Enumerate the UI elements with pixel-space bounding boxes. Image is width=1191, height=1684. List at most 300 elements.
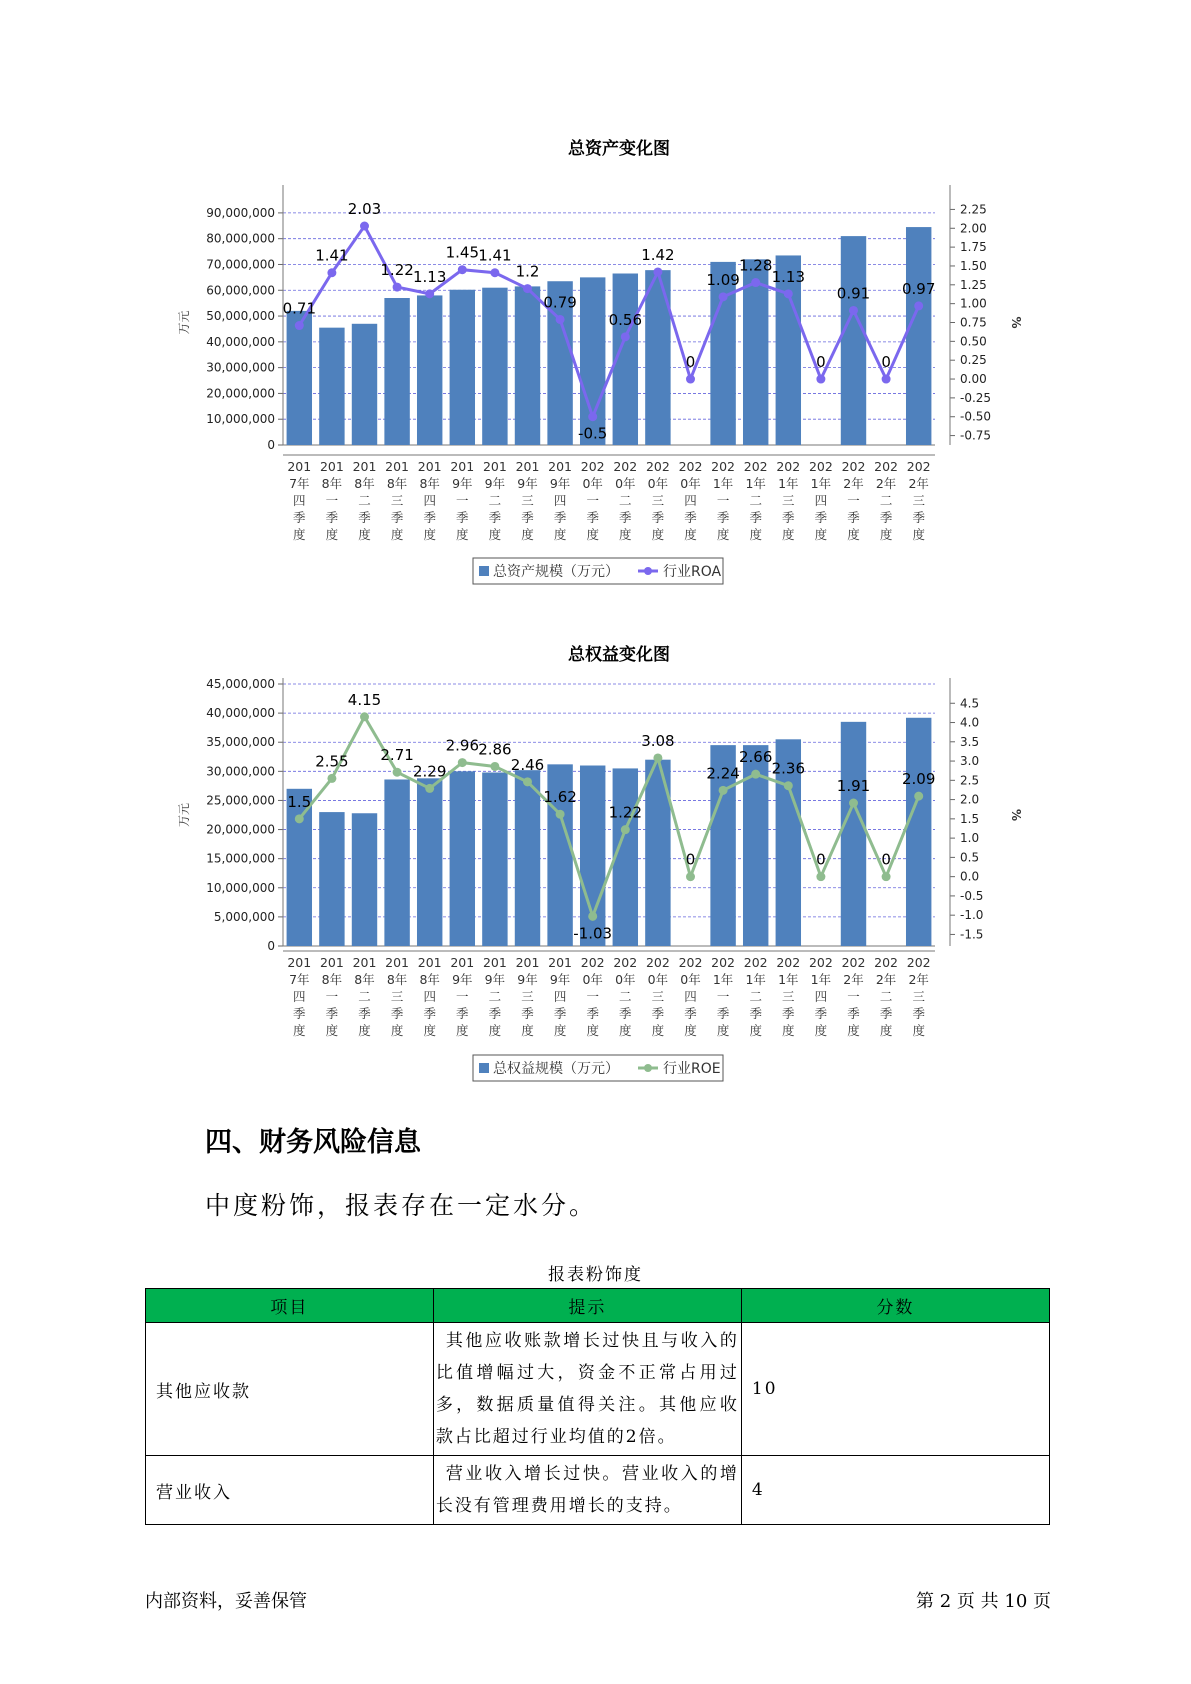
right-tick-label: 1.50	[960, 258, 987, 273]
category-label: 202	[841, 459, 866, 474]
category-label: 202	[874, 459, 899, 474]
category-label: 1年	[745, 476, 766, 491]
right-tick-label: 4.5	[960, 696, 980, 711]
category-label: 9年	[484, 972, 506, 987]
left-tick-label: 50,000,000	[206, 309, 275, 324]
bar	[352, 813, 377, 946]
category-label: 0年	[615, 972, 636, 987]
right-tick-label: 2.0	[960, 792, 980, 807]
line-point	[719, 292, 728, 301]
category-label: 201	[287, 459, 312, 474]
left-tick-label: 80,000,000	[206, 231, 275, 246]
right-tick-label: 0.25	[960, 353, 987, 368]
line-point	[816, 375, 825, 384]
right-tick-label: 0.50	[960, 334, 987, 349]
y2-axis-label: %	[1009, 808, 1023, 822]
legend-bar-swatch	[479, 1063, 489, 1073]
category-label: 202	[776, 955, 801, 970]
category-label: 三	[782, 989, 795, 1004]
right-tick-label: -0.25	[960, 390, 992, 405]
category-label: 0年	[680, 972, 701, 987]
table-row	[146, 1323, 1050, 1456]
data-label: 0.79	[543, 293, 577, 312]
category-label: 0年	[615, 476, 636, 491]
category-label: 度	[716, 527, 730, 542]
category-label: 9年	[452, 476, 473, 491]
category-label: 四	[293, 989, 306, 1004]
category-label: 202	[711, 459, 736, 474]
category-label: 二	[488, 493, 502, 508]
category-label: 度	[814, 1023, 828, 1038]
category-label: 季	[358, 1006, 371, 1021]
right-tick-label: -0.5	[960, 888, 984, 903]
line-point	[425, 784, 434, 793]
category-label: 季	[553, 510, 567, 525]
category-label: 季	[488, 510, 502, 525]
category-label: 度	[358, 1023, 371, 1038]
category-label: 202	[874, 955, 899, 970]
legend-line-label: 行业ROA	[663, 564, 722, 580]
row-score: 10	[741, 1323, 1049, 1456]
category-label: 0年	[582, 972, 603, 987]
legend-line-label: 行业ROE	[663, 1061, 721, 1077]
category-label: 度	[749, 1023, 762, 1038]
bar	[515, 286, 540, 445]
data-label: 0.97	[901, 279, 936, 298]
category-label: 度	[814, 527, 828, 542]
category-label: 201	[417, 955, 442, 970]
category-label: 9年	[484, 476, 506, 491]
data-label: 0	[685, 850, 696, 869]
line-point	[588, 412, 597, 421]
data-label: 1.09	[706, 270, 740, 289]
line-point	[882, 375, 891, 384]
line-point	[458, 265, 467, 274]
line-point	[686, 375, 695, 384]
category-label: 季	[684, 1006, 697, 1021]
legend-line-marker	[644, 567, 652, 575]
category-label: 8年	[419, 972, 440, 987]
total-assets-chart-svg	[0, 130, 1191, 600]
footer-confidential: 内部资料，妥善保管	[145, 1591, 307, 1612]
left-tick-label: 90,000,000	[206, 205, 275, 220]
data-label: 0.71	[282, 299, 317, 318]
data-label: 2.46	[510, 755, 545, 774]
category-label: 季	[814, 510, 828, 525]
category-label: 2年	[875, 972, 897, 987]
category-label: 度	[423, 1023, 436, 1038]
line-point	[914, 301, 923, 310]
header-score: 分数	[741, 1289, 1049, 1323]
line-point	[393, 283, 402, 292]
category-label: 度	[488, 527, 502, 542]
left-tick-label: 20,000,000	[206, 822, 275, 837]
category-label: 二	[488, 989, 502, 1004]
line-point	[621, 332, 630, 341]
left-tick-label: 40,000,000	[206, 334, 275, 349]
category-label: 一	[456, 989, 469, 1004]
data-label: 0.56	[608, 310, 643, 329]
category-label: 2年	[908, 972, 929, 987]
category-label: 202	[808, 955, 833, 970]
line-point	[882, 872, 891, 881]
legend-bar-label: 总权益规模（万元）	[493, 1061, 619, 1077]
right-tick-label: 0.5	[960, 850, 980, 865]
category-label: 202	[808, 459, 833, 474]
table-header-row	[146, 1289, 1050, 1323]
category-label: 二	[879, 989, 893, 1004]
category-label: 季	[586, 1006, 599, 1021]
category-label: 202	[711, 955, 736, 970]
category-label: 7年	[289, 476, 310, 491]
line-point	[914, 792, 923, 801]
left-tick-label: 40,000,000	[206, 706, 275, 721]
category-label: 三	[390, 493, 404, 508]
category-label: 季	[749, 1006, 762, 1021]
category-label: 季	[521, 510, 534, 525]
data-label: 0.91	[836, 284, 871, 303]
data-label: -0.5	[578, 424, 608, 443]
category-label: 度	[390, 527, 404, 542]
section-summary: 中度粉饰，报表存在一定水分。	[205, 1191, 598, 1220]
line-point	[784, 289, 793, 298]
category-label: 二	[749, 989, 762, 1004]
category-label: 201	[417, 459, 442, 474]
category-label: 202	[906, 459, 931, 474]
category-label: 四	[814, 493, 828, 508]
right-tick-label: 0.00	[960, 372, 987, 387]
category-label: 度	[684, 527, 697, 542]
category-label: 一	[716, 493, 730, 508]
line-point	[686, 872, 695, 881]
category-label: 四	[423, 493, 436, 508]
category-label: 度	[619, 527, 632, 542]
line-point	[327, 268, 336, 277]
category-label: 度	[716, 1023, 730, 1038]
line-point	[849, 799, 858, 808]
category-label: 7年	[289, 972, 310, 987]
data-label: 2.09	[901, 770, 936, 789]
category-label: 202	[613, 459, 638, 474]
right-tick-label: 2.5	[960, 773, 980, 788]
right-tick-label: -0.50	[960, 409, 992, 424]
category-label: 度	[456, 527, 469, 542]
left-tick-label: 20,000,000	[206, 386, 275, 401]
category-label: 季	[456, 1006, 469, 1021]
category-label: 201	[385, 459, 410, 474]
right-tick-label: 1.0	[960, 831, 980, 846]
category-label: 201	[352, 459, 377, 474]
line-point	[751, 278, 760, 287]
data-label: 3.08	[641, 731, 675, 750]
data-label: 0	[881, 353, 891, 372]
category-label: 8年	[354, 972, 375, 987]
line-point	[556, 315, 565, 324]
category-label: 二	[358, 493, 371, 508]
right-tick-label: 1.00	[960, 296, 987, 311]
category-label: 202	[613, 955, 638, 970]
right-tick-label: 3.0	[960, 754, 980, 769]
category-label: 度	[553, 527, 567, 542]
line-point	[621, 825, 630, 834]
risk-table	[145, 1288, 1050, 1525]
category-label: 季	[456, 510, 469, 525]
category-label: 2年	[843, 476, 864, 491]
category-label: 四	[684, 493, 697, 508]
line-point	[295, 814, 304, 823]
line-point	[784, 781, 793, 790]
line-point	[653, 267, 662, 276]
bar	[352, 324, 377, 445]
category-label: 201	[515, 955, 540, 970]
category-label: 202	[645, 459, 670, 474]
category-label: 季	[879, 510, 893, 525]
line-point	[295, 321, 304, 330]
data-label: 1.41	[315, 246, 349, 265]
right-tick-label: 0.75	[960, 315, 987, 330]
category-label: 三	[912, 493, 925, 508]
bar	[906, 227, 931, 445]
data-label: -1.03	[573, 924, 613, 943]
line-point	[360, 222, 369, 231]
category-label: 8年	[419, 476, 440, 491]
bar	[287, 311, 312, 445]
category-label: 季	[423, 1006, 436, 1021]
category-label: 一	[456, 493, 469, 508]
category-label: 度	[521, 1023, 534, 1038]
left-tick-label: 70,000,000	[206, 257, 275, 272]
category-label: 202	[776, 459, 801, 474]
right-tick-label: -0.75	[960, 428, 992, 443]
category-label: 度	[749, 527, 762, 542]
line-point	[816, 872, 825, 881]
category-label: 三	[912, 989, 925, 1004]
bar	[417, 295, 442, 445]
category-label: 度	[912, 1023, 925, 1038]
data-label: 1.45	[445, 243, 480, 262]
left-tick-label: 60,000,000	[206, 283, 275, 298]
left-tick-label: 15,000,000	[206, 851, 275, 866]
category-label: 度	[488, 1023, 502, 1038]
category-label: 一	[847, 493, 860, 508]
left-tick-label: 10,000,000	[206, 880, 275, 895]
category-label: 四	[553, 493, 567, 508]
category-label: 2年	[908, 476, 929, 491]
right-tick-label: -1.5	[960, 927, 984, 942]
category-label: 季	[716, 510, 730, 525]
data-label: 2.86	[478, 740, 512, 759]
data-label: 1.13	[412, 267, 447, 286]
data-label: 2.71	[380, 746, 414, 765]
data-label: 1.13	[771, 267, 806, 286]
data-label: 2.55	[315, 752, 349, 771]
category-label: 季	[847, 1006, 860, 1021]
line-point	[327, 774, 336, 783]
data-label: 1.2	[515, 262, 540, 281]
category-label: 季	[293, 510, 306, 525]
category-label: 1年	[778, 972, 799, 987]
bar	[906, 718, 931, 946]
category-label: 季	[586, 510, 599, 525]
category-label: 季	[782, 510, 795, 525]
line-point	[751, 770, 760, 779]
category-label: 季	[814, 1006, 828, 1021]
left-tick-label: 0	[267, 939, 275, 953]
category-label: 202	[743, 459, 768, 474]
category-label: 季	[390, 1006, 404, 1021]
left-tick-label: 5,000,000	[213, 909, 275, 924]
category-label: 度	[782, 1023, 795, 1038]
category-label: 度	[423, 527, 436, 542]
category-label: 度	[325, 1023, 339, 1038]
category-label: 202	[678, 955, 703, 970]
category-label: 201	[450, 955, 475, 970]
category-label: 度	[553, 1023, 567, 1038]
legend-bar-swatch	[479, 566, 489, 576]
line-point	[523, 777, 532, 786]
category-label: 0年	[647, 972, 669, 987]
y-axis-label: 万元	[177, 310, 191, 335]
category-label: 8年	[321, 972, 343, 987]
data-label: 1.28	[738, 256, 773, 275]
line-point	[425, 289, 434, 298]
category-label: 201	[482, 459, 507, 474]
category-label: 度	[293, 1023, 306, 1038]
category-label: 季	[553, 1006, 567, 1021]
category-label: 季	[325, 1006, 339, 1021]
category-label: 二	[749, 493, 762, 508]
category-label: 一	[325, 493, 339, 508]
left-tick-label: 45,000,000	[206, 677, 275, 691]
right-tick-label: 4.0	[960, 715, 980, 730]
total-equity-chart	[0, 630, 1191, 1100]
right-tick-label: 1.75	[960, 240, 987, 255]
category-label: 9年	[549, 972, 571, 987]
category-label: 二	[879, 493, 893, 508]
category-label: 8年	[386, 972, 408, 987]
data-label: 2.03	[347, 200, 382, 219]
row-hint: 营业收入增长过快。营业收入的增长没有管理费用增长的支持。	[433, 1456, 741, 1525]
category-label: 201	[548, 955, 573, 970]
category-label: 度	[586, 527, 599, 542]
category-label: 201	[287, 955, 312, 970]
category-label: 度	[521, 527, 534, 542]
category-label: 四	[814, 989, 828, 1004]
line-point	[849, 306, 858, 315]
total-assets-chart	[0, 130, 1191, 600]
category-label: 一	[325, 989, 339, 1004]
category-label: 9年	[517, 972, 538, 987]
category-label: 2年	[875, 476, 897, 491]
category-label: 三	[651, 989, 665, 1004]
line-point	[719, 786, 728, 795]
category-label: 一	[586, 493, 599, 508]
right-tick-label: 1.5	[960, 811, 980, 826]
line-point	[556, 810, 565, 819]
left-tick-label: 35,000,000	[206, 735, 275, 750]
category-label: 季	[847, 510, 860, 525]
bar	[482, 772, 507, 946]
category-label: 季	[912, 1006, 925, 1021]
line-point	[360, 712, 369, 721]
data-label: 2.24	[706, 764, 740, 783]
row-score: 4	[741, 1456, 1049, 1525]
table-caption: 报表粉饰度	[548, 1265, 643, 1285]
category-label: 度	[879, 1023, 893, 1038]
bar	[450, 771, 475, 946]
data-label: 2.66	[738, 748, 773, 767]
category-label: 1年	[712, 476, 734, 491]
right-tick-label: 3.5	[960, 734, 980, 749]
category-label: 9年	[549, 476, 571, 491]
category-label: 202	[580, 459, 605, 474]
data-label: 0	[816, 850, 826, 869]
category-label: 度	[879, 527, 893, 542]
right-tick-label: 2.00	[960, 221, 987, 236]
category-label: 三	[521, 989, 534, 1004]
category-label: 201	[515, 459, 540, 474]
category-label: 四	[553, 989, 567, 1004]
category-label: 季	[749, 510, 762, 525]
category-label: 201	[450, 459, 475, 474]
left-tick-label: 0	[267, 438, 275, 452]
category-label: 0年	[680, 476, 701, 491]
category-label: 0年	[582, 476, 603, 491]
category-label: 季	[293, 1006, 306, 1021]
data-label: 1.22	[380, 261, 414, 280]
category-label: 三	[390, 989, 404, 1004]
bar	[287, 789, 312, 946]
category-label: 度	[847, 1023, 860, 1038]
legend-line-marker	[644, 1064, 652, 1072]
category-label: 201	[352, 955, 377, 970]
header-item: 项目	[146, 1289, 434, 1323]
category-label: 季	[358, 510, 371, 525]
category-label: 四	[293, 493, 306, 508]
bar	[841, 236, 866, 445]
category-label: 三	[651, 493, 665, 508]
category-label: 202	[906, 955, 931, 970]
category-label: 季	[423, 510, 436, 525]
category-label: 度	[325, 527, 339, 542]
category-label: 三	[782, 493, 795, 508]
category-label: 季	[782, 1006, 795, 1021]
category-label: 1年	[712, 972, 734, 987]
category-label: 202	[645, 955, 670, 970]
data-label: 1.5	[287, 792, 312, 811]
category-label: 度	[651, 527, 665, 542]
category-label: 季	[651, 1006, 665, 1021]
bar	[450, 290, 475, 445]
data-label: 2.29	[412, 762, 447, 781]
category-label: 度	[390, 1023, 404, 1038]
category-label: 202	[580, 955, 605, 970]
category-label: 202	[678, 459, 703, 474]
category-label: 201	[319, 955, 344, 970]
bar	[710, 262, 735, 445]
data-label: 1.42	[641, 245, 675, 264]
category-label: 1年	[778, 476, 799, 491]
bar	[384, 298, 409, 445]
row-hint: 其他应收账款增长过快且与收入的比值增幅过大，资金不正常占用过多，数据质量值得关注。其他应收款占比超过行业均值的2倍。	[433, 1323, 741, 1456]
left-tick-label: 30,000,000	[206, 764, 275, 779]
data-label: 1.91	[836, 777, 871, 796]
category-label: 度	[586, 1023, 599, 1038]
category-label: 季	[879, 1006, 893, 1021]
bar	[482, 288, 507, 445]
category-label: 201	[548, 459, 573, 474]
line-point	[490, 268, 499, 277]
